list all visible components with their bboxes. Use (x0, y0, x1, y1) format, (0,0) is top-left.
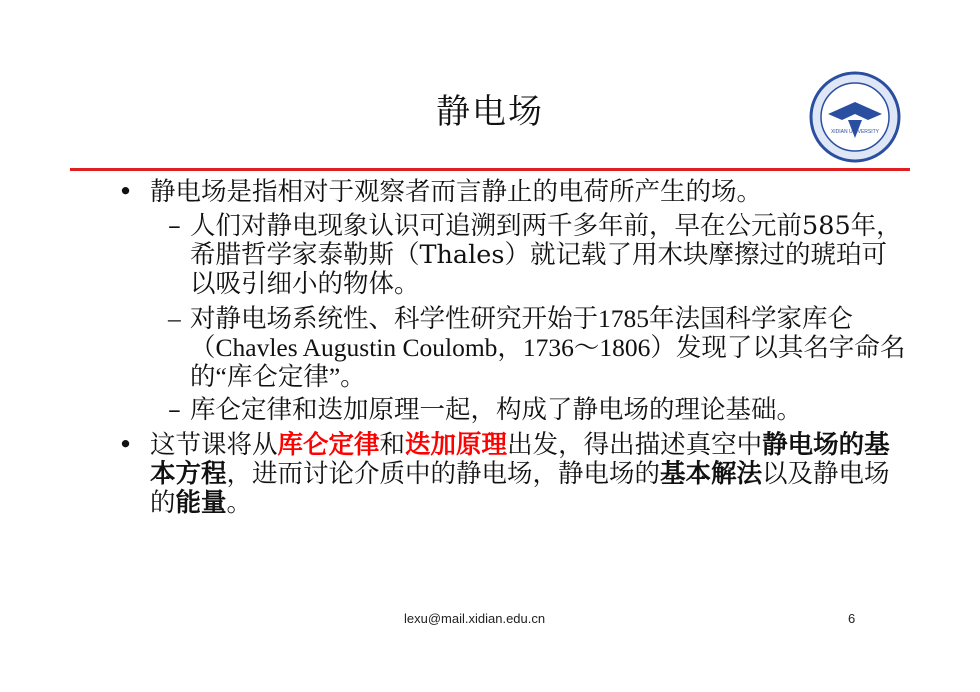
text-span: 以及静电场的 (150, 459, 890, 518)
text-span: 。 (226, 488, 253, 518)
bullet-text: 静电场是指相对于观察者而言静止的电荷所产生的场。 (150, 177, 763, 207)
title-divider (70, 168, 910, 171)
highlight-coulomb-law: 库仑定律 (277, 430, 380, 460)
sub-bullet-text: 人们对静电现象认识可追溯到两千多年前，早在公元前585年，希腊哲学家泰勒斯（Thales）就记载了用木块摩擦过的琥珀可以吸引细小的物体。 (190, 211, 902, 299)
bullet-item (112, 431, 912, 518)
highlight-superposition: 迭加原理 (405, 430, 508, 460)
text-span: 这节课将从 (150, 430, 278, 460)
bold-energy: 能量 (175, 488, 227, 518)
dash-icon: – (168, 211, 181, 241)
dash-icon: – (168, 395, 181, 425)
bullet-icon: • (118, 430, 134, 460)
sub-bullet-text: 对静电场系统性、科学性研究开始于1785年法国科学家库仑（Chavles Augustin Coulomb，1736～1806）发现了以其名字命名的“库仑定律”。 (190, 304, 906, 391)
slide-content (112, 178, 912, 522)
text-span: ，进而讨论介质中的静电场，静电场的 (226, 459, 661, 489)
sub-bullet-item (112, 396, 912, 425)
summary-text (150, 430, 890, 518)
text-span: 和 (379, 430, 406, 460)
bold-basic-methods: 基本解法 (660, 459, 763, 489)
bullet-item (112, 178, 912, 207)
svg-text:XIDIAN UNIVERSITY: XIDIAN UNIVERSITY (830, 129, 880, 135)
footer-email: lexu@mail.xidian.edu.cn (404, 611, 546, 626)
page-number: 6 (848, 611, 856, 626)
sub-bullet-text: 库仑定律和迭加原理一起，构成了静电场的理论基础。 (190, 395, 803, 425)
bullet-icon: • (118, 177, 134, 207)
dash-icon: – (168, 304, 181, 333)
sub-bullet-item (112, 304, 912, 391)
sub-bullet-item (112, 212, 912, 299)
text-span: 出发，得出描述真空中 (507, 430, 763, 460)
university-logo (808, 70, 902, 164)
bold-basic-equations: 静电场的基本方程 (150, 430, 890, 489)
slide-title: 静电场 (436, 92, 544, 132)
